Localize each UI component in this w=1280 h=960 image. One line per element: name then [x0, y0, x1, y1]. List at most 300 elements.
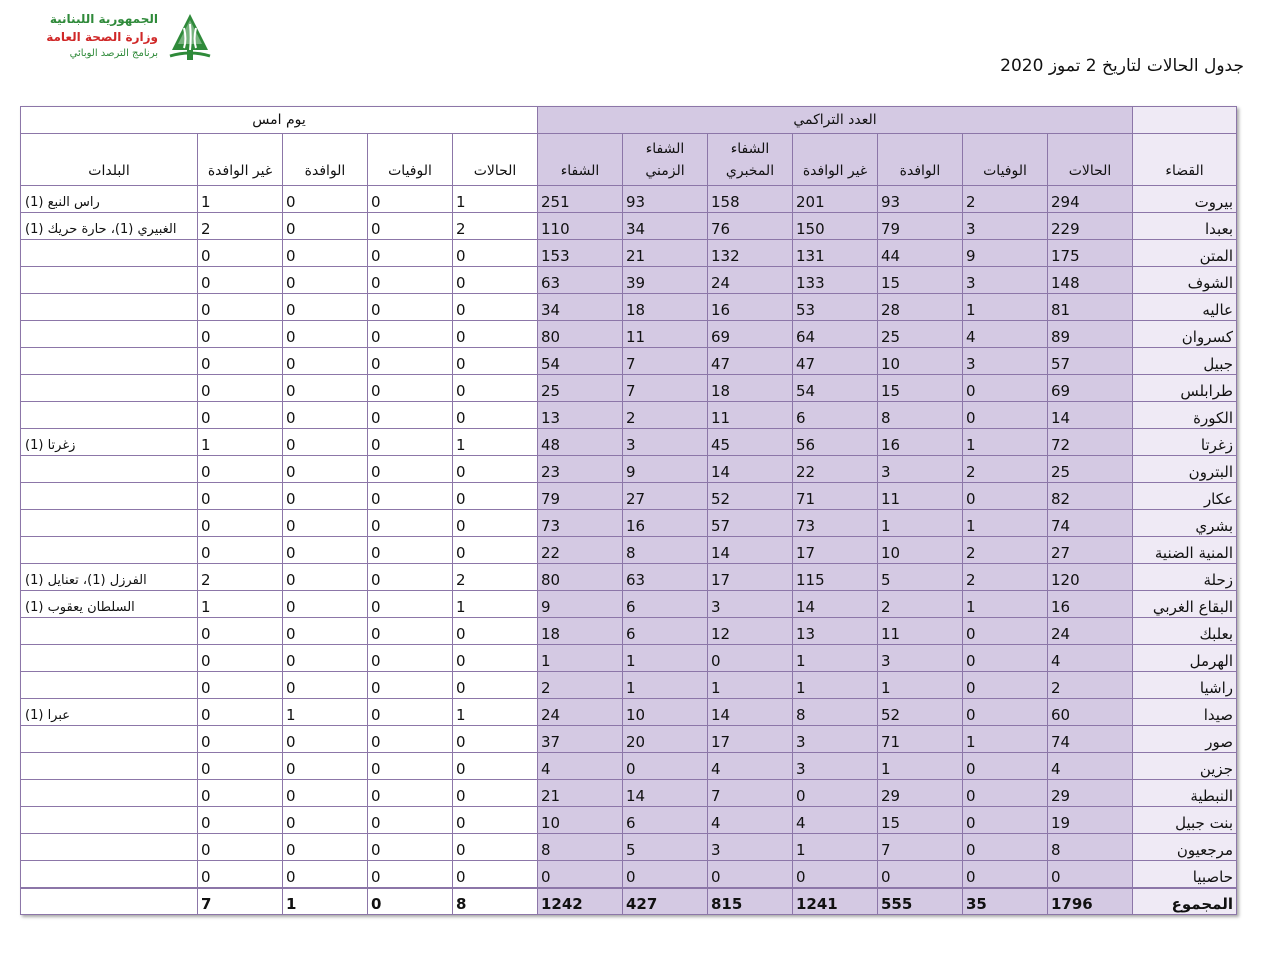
yesterday-cases-cell: 0: [453, 618, 538, 645]
district-cell: جبيل: [1133, 348, 1237, 375]
non-imported-cell: 150: [793, 213, 878, 240]
yesterday-deaths-cell: 0: [368, 348, 453, 375]
imported-cell: 16: [878, 429, 963, 456]
yesterday-imported-cell: 0: [283, 267, 368, 294]
district-cell: المجموع: [1133, 888, 1237, 915]
non-imported-cell: 1: [793, 672, 878, 699]
table-row: [21, 753, 1237, 780]
deaths-cell: 0: [963, 861, 1048, 888]
recovered-cell: 23: [538, 456, 623, 483]
deaths-cell: 2: [963, 537, 1048, 564]
col-towns: البلدات: [21, 134, 198, 186]
imported-cell: 15: [878, 807, 963, 834]
towns-cell: [21, 348, 198, 375]
table-row: [21, 537, 1237, 564]
recovered-time-cell: 21: [623, 240, 708, 267]
yesterday-imported-cell: 0: [283, 645, 368, 672]
yesterday-deaths-cell: 0: [368, 213, 453, 240]
table-row: [21, 807, 1237, 834]
yesterday-non-imported-cell: 0: [198, 402, 283, 429]
recovered-cell: 4: [538, 753, 623, 780]
imported-cell: 1: [878, 510, 963, 537]
yesterday-deaths-cell: 0: [368, 699, 453, 726]
deaths-cell: 2: [963, 564, 1048, 591]
yesterday-imported-cell: 1: [283, 888, 368, 915]
yesterday-non-imported-cell: 0: [198, 456, 283, 483]
cases-cell: 19: [1048, 807, 1133, 834]
table-row: [21, 618, 1237, 645]
header-corner: [1133, 107, 1237, 134]
col-yesterday-cases: الحالات: [453, 134, 538, 186]
report-title: جدول الحالات لتاريخ 2 تموز 2020: [1000, 56, 1244, 76]
cases-cell: 175: [1048, 240, 1133, 267]
imported-cell: 29: [878, 780, 963, 807]
cases-cell: 60: [1048, 699, 1133, 726]
recovered-time-cell: 14: [623, 780, 708, 807]
yesterday-non-imported-cell: 0: [198, 807, 283, 834]
col-district: القضاء: [1133, 134, 1237, 186]
recovered-time-cell: 16: [623, 510, 708, 537]
non-imported-cell: 17: [793, 537, 878, 564]
towns-cell: [21, 402, 198, 429]
district-cell: زغرتا: [1133, 429, 1237, 456]
district-cell: الشوف: [1133, 267, 1237, 294]
towns-cell: [21, 807, 198, 834]
yesterday-cases-cell: 0: [453, 267, 538, 294]
recovered-time-cell: 6: [623, 618, 708, 645]
deaths-cell: 1: [963, 510, 1048, 537]
deaths-cell: 9: [963, 240, 1048, 267]
deaths-cell: 0: [963, 807, 1048, 834]
district-cell: زحلة: [1133, 564, 1237, 591]
recovered-cell: 18: [538, 618, 623, 645]
non-imported-cell: 73: [793, 510, 878, 537]
recovered-time-cell: 11: [623, 321, 708, 348]
district-cell: صور: [1133, 726, 1237, 753]
cases-cell: 148: [1048, 267, 1133, 294]
deaths-cell: 3: [963, 267, 1048, 294]
yesterday-imported-cell: 0: [283, 591, 368, 618]
table-row: [21, 861, 1237, 888]
imported-cell: 11: [878, 618, 963, 645]
recovered-time-cell: 34: [623, 213, 708, 240]
non-imported-cell: 54: [793, 375, 878, 402]
table-row: [21, 834, 1237, 861]
yesterday-imported-cell: 0: [283, 375, 368, 402]
yesterday-deaths-cell: 0: [368, 780, 453, 807]
recovered-cell: 2: [538, 672, 623, 699]
yesterday-deaths-cell: 0: [368, 186, 453, 213]
recovered-time-cell: 3: [623, 429, 708, 456]
cases-table: [20, 106, 1237, 915]
recovered-time-cell: 6: [623, 591, 708, 618]
table-row: [21, 564, 1237, 591]
recovered-lab-cell: 14: [708, 456, 793, 483]
non-imported-cell: 3: [793, 726, 878, 753]
deaths-cell: 35: [963, 888, 1048, 915]
table-row: [21, 780, 1237, 807]
imported-cell: 3: [878, 456, 963, 483]
cases-cell: 29: [1048, 780, 1133, 807]
recovered-lab-cell: 17: [708, 564, 793, 591]
imported-cell: 2: [878, 591, 963, 618]
district-cell: بيروت: [1133, 186, 1237, 213]
district-cell: صيدا: [1133, 699, 1237, 726]
yesterday-non-imported-cell: 1: [198, 429, 283, 456]
yesterday-cases-cell: 0: [453, 483, 538, 510]
yesterday-cases-cell: 2: [453, 564, 538, 591]
imported-cell: 7: [878, 834, 963, 861]
yesterday-deaths-cell: 0: [368, 591, 453, 618]
recovered-cell: 25: [538, 375, 623, 402]
ministry-header: [18, 10, 218, 70]
deaths-cell: 0: [963, 780, 1048, 807]
towns-cell: [21, 834, 198, 861]
yesterday-cases-cell: 0: [453, 510, 538, 537]
non-imported-cell: 6: [793, 402, 878, 429]
imported-cell: 79: [878, 213, 963, 240]
imported-cell: 15: [878, 375, 963, 402]
district-cell: مرجعيون: [1133, 834, 1237, 861]
yesterday-deaths-cell: 0: [368, 267, 453, 294]
yesterday-cases-cell: 0: [453, 834, 538, 861]
yesterday-imported-cell: 0: [283, 402, 368, 429]
yesterday-deaths-cell: 0: [368, 537, 453, 564]
imported-cell: 11: [878, 483, 963, 510]
yesterday-cases-cell: 0: [453, 321, 538, 348]
recovered-cell: 37: [538, 726, 623, 753]
recovered-cell: 22: [538, 537, 623, 564]
imported-cell: 25: [878, 321, 963, 348]
yesterday-cases-cell: 1: [453, 591, 538, 618]
recovered-lab-cell: 7: [708, 780, 793, 807]
imported-cell: 0: [878, 861, 963, 888]
table-row: [21, 186, 1237, 213]
col-recovered: الشفاء: [538, 134, 623, 186]
recovered-cell: 73: [538, 510, 623, 537]
yesterday-deaths-cell: 0: [368, 429, 453, 456]
yesterday-non-imported-cell: 0: [198, 294, 283, 321]
recovered-lab-cell: 158: [708, 186, 793, 213]
non-imported-cell: 4: [793, 807, 878, 834]
yesterday-imported-cell: 0: [283, 348, 368, 375]
non-imported-cell: 71: [793, 483, 878, 510]
yesterday-deaths-cell: 0: [368, 321, 453, 348]
imported-cell: 3: [878, 645, 963, 672]
cases-cell: 0: [1048, 861, 1133, 888]
ministry-line-2: وزارة الصحة العامة: [46, 30, 158, 44]
district-cell: جزين: [1133, 753, 1237, 780]
imported-cell: 52: [878, 699, 963, 726]
recovered-time-cell: 10: [623, 699, 708, 726]
towns-cell: الفرزل (1)، تعنايل (1): [21, 564, 198, 591]
group-cumulative-header: العدد التراكمي: [538, 107, 1133, 134]
yesterday-imported-cell: 1: [283, 699, 368, 726]
non-imported-cell: 3: [793, 753, 878, 780]
district-cell: الكورة: [1133, 402, 1237, 429]
recovered-time-cell: 7: [623, 375, 708, 402]
yesterday-cases-cell: 0: [453, 456, 538, 483]
district-cell: البقاع الغربي: [1133, 591, 1237, 618]
yesterday-deaths-cell: 0: [368, 834, 453, 861]
yesterday-non-imported-cell: 0: [198, 645, 283, 672]
yesterday-deaths-cell: 0: [368, 240, 453, 267]
yesterday-non-imported-cell: 0: [198, 861, 283, 888]
towns-cell: [21, 375, 198, 402]
recovered-time-cell: 1: [623, 645, 708, 672]
recovered-lab-cell: 3: [708, 591, 793, 618]
total-row: [21, 888, 1237, 915]
table-row: [21, 645, 1237, 672]
recovered-lab-cell: 132: [708, 240, 793, 267]
cases-cell: 57: [1048, 348, 1133, 375]
yesterday-imported-cell: 0: [283, 537, 368, 564]
recovered-cell: 110: [538, 213, 623, 240]
yesterday-non-imported-cell: 0: [198, 618, 283, 645]
yesterday-non-imported-cell: 0: [198, 726, 283, 753]
cases-cell: 27: [1048, 537, 1133, 564]
non-imported-cell: 14: [793, 591, 878, 618]
towns-cell: [21, 240, 198, 267]
yesterday-imported-cell: 0: [283, 213, 368, 240]
district-cell: المتن: [1133, 240, 1237, 267]
table-row: [21, 348, 1237, 375]
cases-cell: 25: [1048, 456, 1133, 483]
non-imported-cell: 8: [793, 699, 878, 726]
yesterday-deaths-cell: 0: [368, 645, 453, 672]
recovered-cell: 79: [538, 483, 623, 510]
recovered-cell: 0: [538, 861, 623, 888]
recovered-cell: 80: [538, 321, 623, 348]
cases-cell: 69: [1048, 375, 1133, 402]
yesterday-deaths-cell: 0: [368, 402, 453, 429]
recovered-cell: 54: [538, 348, 623, 375]
deaths-cell: 3: [963, 348, 1048, 375]
cases-cell: 81: [1048, 294, 1133, 321]
non-imported-cell: 64: [793, 321, 878, 348]
district-cell: بنت جبيل: [1133, 807, 1237, 834]
imported-cell: 10: [878, 537, 963, 564]
yesterday-deaths-cell: 0: [368, 375, 453, 402]
recovered-lab-cell: 0: [708, 645, 793, 672]
table-row: [21, 591, 1237, 618]
towns-cell: [21, 294, 198, 321]
deaths-cell: 0: [963, 483, 1048, 510]
yesterday-deaths-cell: 0: [368, 861, 453, 888]
recovered-lab-cell: 45: [708, 429, 793, 456]
deaths-cell: 0: [963, 699, 1048, 726]
yesterday-non-imported-cell: 0: [198, 321, 283, 348]
recovered-time-cell: 2: [623, 402, 708, 429]
recovered-cell: 1: [538, 645, 623, 672]
yesterday-non-imported-cell: 0: [198, 834, 283, 861]
yesterday-cases-cell: 1: [453, 186, 538, 213]
table-row: [21, 699, 1237, 726]
table-row: [21, 429, 1237, 456]
yesterday-cases-cell: 0: [453, 726, 538, 753]
yesterday-deaths-cell: 0: [368, 888, 453, 915]
recovered-lab-cell: 17: [708, 726, 793, 753]
district-cell: المنية الضنية: [1133, 537, 1237, 564]
district-cell: البترون: [1133, 456, 1237, 483]
yesterday-imported-cell: 0: [283, 618, 368, 645]
imported-cell: 15: [878, 267, 963, 294]
yesterday-cases-cell: 8: [453, 888, 538, 915]
yesterday-non-imported-cell: 0: [198, 348, 283, 375]
district-cell: بشري: [1133, 510, 1237, 537]
deaths-cell: 0: [963, 645, 1048, 672]
yesterday-deaths-cell: 0: [368, 726, 453, 753]
recovered-lab-cell: 16: [708, 294, 793, 321]
yesterday-deaths-cell: 0: [368, 807, 453, 834]
towns-cell: [21, 672, 198, 699]
recovered-lab-cell: 815: [708, 888, 793, 915]
yesterday-cases-cell: 0: [453, 753, 538, 780]
non-imported-cell: 0: [793, 861, 878, 888]
yesterday-non-imported-cell: 2: [198, 213, 283, 240]
towns-cell: [21, 483, 198, 510]
recovered-time-cell: 93: [623, 186, 708, 213]
towns-cell: [21, 456, 198, 483]
table-row: [21, 375, 1237, 402]
group-header-row: [21, 107, 1237, 134]
district-cell: حاصبيا: [1133, 861, 1237, 888]
recovered-time-cell: 39: [623, 267, 708, 294]
imported-cell: 93: [878, 186, 963, 213]
group-yesterday-header: يوم امس: [21, 107, 538, 134]
yesterday-non-imported-cell: 2: [198, 564, 283, 591]
yesterday-cases-cell: 0: [453, 807, 538, 834]
non-imported-cell: 1241: [793, 888, 878, 915]
non-imported-cell: 22: [793, 456, 878, 483]
deaths-cell: 2: [963, 186, 1048, 213]
non-imported-cell: 131: [793, 240, 878, 267]
district-cell: طرابلس: [1133, 375, 1237, 402]
yesterday-deaths-cell: 0: [368, 483, 453, 510]
recovered-time-cell: 0: [623, 861, 708, 888]
district-cell: الهرمل: [1133, 645, 1237, 672]
yesterday-imported-cell: 0: [283, 726, 368, 753]
towns-cell: عبرا (1): [21, 699, 198, 726]
cases-cell: 24: [1048, 618, 1133, 645]
yesterday-cases-cell: 2: [453, 213, 538, 240]
recovered-lab-cell: 69: [708, 321, 793, 348]
yesterday-imported-cell: 0: [283, 753, 368, 780]
non-imported-cell: 115: [793, 564, 878, 591]
cases-cell: 294: [1048, 186, 1133, 213]
deaths-cell: 1: [963, 294, 1048, 321]
yesterday-non-imported-cell: 7: [198, 888, 283, 915]
towns-cell: راس النبع (1): [21, 186, 198, 213]
district-cell: بعبدا: [1133, 213, 1237, 240]
cedar-logo-icon: [162, 10, 218, 66]
yesterday-cases-cell: 1: [453, 429, 538, 456]
towns-cell: [21, 753, 198, 780]
yesterday-cases-cell: 1: [453, 699, 538, 726]
cases-cell: 82: [1048, 483, 1133, 510]
deaths-cell: 1: [963, 429, 1048, 456]
towns-cell: [21, 267, 198, 294]
recovered-lab-cell: 47: [708, 348, 793, 375]
table-row: [21, 510, 1237, 537]
yesterday-non-imported-cell: 0: [198, 672, 283, 699]
yesterday-cases-cell: 0: [453, 348, 538, 375]
cases-cell: 229: [1048, 213, 1133, 240]
cases-cell: 72: [1048, 429, 1133, 456]
recovered-lab-cell: 57: [708, 510, 793, 537]
cases-cell: 16: [1048, 591, 1133, 618]
recovered-time-cell: 18: [623, 294, 708, 321]
recovered-lab-cell: 12: [708, 618, 793, 645]
imported-cell: 8: [878, 402, 963, 429]
recovered-cell: 251: [538, 186, 623, 213]
imported-cell: 1: [878, 753, 963, 780]
yesterday-deaths-cell: 0: [368, 753, 453, 780]
ministry-line-3: برنامج الترصد الوبائي: [69, 48, 158, 59]
ministry-line-1: الجمهورية اللبنانية: [49, 12, 158, 26]
recovered-lab-cell: 14: [708, 699, 793, 726]
non-imported-cell: 56: [793, 429, 878, 456]
non-imported-cell: 201: [793, 186, 878, 213]
recovered-cell: 21: [538, 780, 623, 807]
recovered-time-cell: 0: [623, 753, 708, 780]
recovered-cell: 80: [538, 564, 623, 591]
yesterday-deaths-cell: 0: [368, 510, 453, 537]
yesterday-cases-cell: 0: [453, 402, 538, 429]
towns-cell: [21, 861, 198, 888]
yesterday-cases-cell: 0: [453, 645, 538, 672]
yesterday-non-imported-cell: 0: [198, 753, 283, 780]
yesterday-imported-cell: 0: [283, 834, 368, 861]
yesterday-cases-cell: 0: [453, 861, 538, 888]
deaths-cell: 0: [963, 618, 1048, 645]
table-row: [21, 672, 1237, 699]
cases-cell: 2: [1048, 672, 1133, 699]
recovered-cell: 10: [538, 807, 623, 834]
deaths-cell: 3: [963, 213, 1048, 240]
recovered-time-cell: 63: [623, 564, 708, 591]
recovered-lab-cell: 76: [708, 213, 793, 240]
ministry-name: [8, 10, 158, 62]
yesterday-imported-cell: 0: [283, 861, 368, 888]
deaths-cell: 2: [963, 456, 1048, 483]
table-body: [21, 186, 1237, 915]
yesterday-non-imported-cell: 0: [198, 780, 283, 807]
cases-cell: 74: [1048, 510, 1133, 537]
deaths-cell: 1: [963, 591, 1048, 618]
recovered-lab-cell: 52: [708, 483, 793, 510]
deaths-cell: 0: [963, 834, 1048, 861]
towns-cell: [21, 618, 198, 645]
yesterday-non-imported-cell: 1: [198, 186, 283, 213]
towns-cell: زغرتا (1): [21, 429, 198, 456]
towns-cell: [21, 645, 198, 672]
non-imported-cell: 1: [793, 834, 878, 861]
recovered-lab-cell: 0: [708, 861, 793, 888]
non-imported-cell: 133: [793, 267, 878, 294]
recovered-time-cell: 20: [623, 726, 708, 753]
yesterday-imported-cell: 0: [283, 483, 368, 510]
cases-cell: 8: [1048, 834, 1133, 861]
yesterday-imported-cell: 0: [283, 564, 368, 591]
non-imported-cell: 53: [793, 294, 878, 321]
recovered-lab-cell: 14: [708, 537, 793, 564]
deaths-cell: 4: [963, 321, 1048, 348]
recovered-cell: 63: [538, 267, 623, 294]
yesterday-non-imported-cell: 1: [198, 591, 283, 618]
yesterday-cases-cell: 0: [453, 294, 538, 321]
col-recovered-time: الشفاء الزمني: [623, 134, 708, 186]
